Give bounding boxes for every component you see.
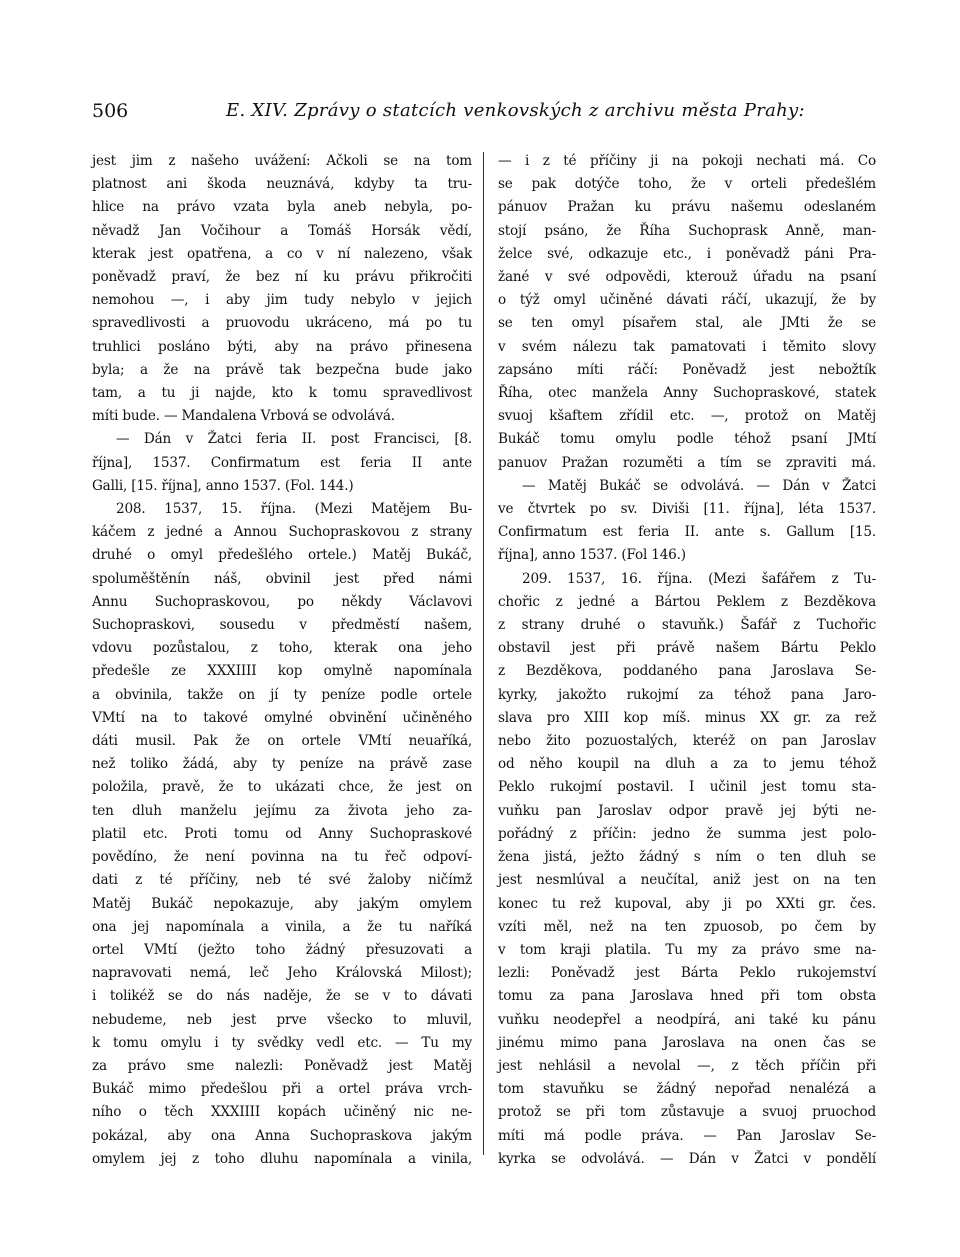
page-number: 506 xyxy=(92,100,129,122)
page-header xyxy=(92,100,872,130)
text-line: z Bezděkova, poddaného pana Jaroslava Se- xyxy=(498,663,876,680)
text-line: k tomu omylu i ty svědky vedl etc. — Tu my xyxy=(92,1034,472,1051)
text-line: ního o těch XXXIIII kopách učiněný nic ne- xyxy=(92,1104,472,1121)
left-column xyxy=(92,150,472,1171)
text-line: spravedlivosti a pruovodu ukráceno, má po tu xyxy=(92,315,472,332)
text-line: chořic z jedné a Bártou Peklem z Bezděkova xyxy=(498,593,876,610)
text-line: se ten omyl písařem stal, ale JMti že se xyxy=(498,315,876,332)
text-line: platnost ani škoda neuznává, kdyby ta tru- xyxy=(92,176,472,193)
text-line: žané v své odpovědi, kterouž úřadu na psaní xyxy=(498,269,876,286)
text-line: želce své, odkazuje etc., i poněvadž páni Pra- xyxy=(498,245,876,262)
text-line: vuňku pan Jaroslav odpor pravě jej býti ne- xyxy=(498,802,876,819)
text-line: října], anno 1537. (Fol 146.) xyxy=(498,547,686,564)
text-line: v svém nálezu tak pamatovati i těmito slovy xyxy=(498,338,876,355)
text-line: vzíti měl, než na ten zpuosob, po čem by xyxy=(498,918,876,935)
text-line: spoluměštěnín náš, obvinil jest před námi xyxy=(92,570,472,587)
text-line: o týž omyl učiněné dávati ráčí, ukazují, že by xyxy=(498,292,876,309)
text-line: tomu za pana Jaroslava hned při tom obsta xyxy=(498,988,876,1005)
right-column xyxy=(498,150,876,1171)
text-line: ten dluh manželu jejímu za života jeho za- xyxy=(92,802,472,819)
text-line: dati z té příčiny, neb té své žaloby ničímž xyxy=(92,872,472,889)
text-line: se pak dotýče toho, že v orteli předešlém xyxy=(498,176,876,193)
running-title: E. XIV. Zprávy o statcích venkovských z archivu města Prahy: xyxy=(226,100,805,121)
text-line: míti má podle práva. — Pan Jaroslav Se- xyxy=(498,1127,876,1144)
text-line: ortel VMtí (ježto toho žádný přesuzovati a xyxy=(92,941,472,958)
text-line: nebo žito pozuostalých, kteréž on pan Jaroslav xyxy=(498,733,876,750)
text-line: káčem z jedné a Annou Suchopraskovou z strany xyxy=(92,524,472,541)
text-line: Confirmatum est feria II. ante s. Gallum [15. xyxy=(498,524,876,541)
text-line: panuov Pražan rozuměti a tím se zpraviti má. xyxy=(498,454,876,471)
text-line: v tom kraji platila. Tu my za právo sme na- xyxy=(498,941,876,958)
text-line: předešle ze XXXIIII kop omylně napomínala xyxy=(92,663,472,680)
text-line: VMtí na to takové omylné obvinění učiněného xyxy=(92,709,472,726)
text-line: — i z té příčiny ji na pokoji nechati má. Co xyxy=(498,153,876,169)
text-line: jest nesmlúval a neučítal, aniž jest on na ten xyxy=(498,872,876,889)
text-line: tam, a tu ji najde, kto k tomu spravedlivost xyxy=(92,385,472,402)
text-line: 209. 1537, 16. října. (Mezi šafářem z Tu- xyxy=(522,570,876,587)
text-line: než toliko žádá, aby ty peníze na právě zase xyxy=(92,756,472,773)
text-line: byla; a že na právě tak bezpečna bude jako xyxy=(92,361,472,378)
text-line: nemohou —, i aby jim tudy nebylo v jejich xyxy=(92,292,472,309)
text-line: pořádný z příčin: jedno že summa jest polo- xyxy=(498,825,876,842)
text-line: Bukáč mimo předešlou při a ortel práva vrch- xyxy=(92,1081,472,1098)
text-line: vuňku neodepřel a neodpírá, ani také ku pánu xyxy=(498,1011,876,1028)
text-line: vdovu pozůstalou, z toho, kterak ona jeho xyxy=(92,640,472,657)
text-line: — Dán v Žatci feria II. post Francisci, [8. xyxy=(116,431,472,448)
text-line: pokázal, aby ona Anna Suchopraskova jakým xyxy=(92,1127,472,1144)
text-line: jest jim z našeho uvážení: Ačkoli se na tom xyxy=(92,153,472,169)
text-line: protož se při tom zůstavuje a svuoj pruochod xyxy=(498,1104,876,1121)
text-line: míti bude. — Mandalena Vrbová se odvolává. xyxy=(92,408,395,425)
text-line: tom stavuňku se žádný nepořad nenalézá a xyxy=(498,1081,876,1098)
text-line: svuoj kšaftem zřídil etc. —, protož on Matěj xyxy=(498,408,876,425)
text-line: Peklo rukojmí postavil. I učinil jest tomu sta- xyxy=(498,779,876,796)
text-line: povědíno, že není povinna na tu řeč odpoví- xyxy=(92,849,472,866)
text-line: slava pro XIII kop míš. minus XX gr. za rež xyxy=(498,709,876,726)
text-line: truhlici posláno býti, aby na právo přinesena xyxy=(92,338,472,355)
text-line: ve čtvrtek po sv. Diviši [11. října], léta 1537. xyxy=(498,501,876,518)
text-line: Říha, otec manžela Anny Suchopraskové, statek xyxy=(498,385,876,402)
text-line: platil etc. Proti tomu od Anny Suchopraskové xyxy=(92,825,472,842)
text-line: kyrky, jakožto rukojmí za téhož pana Jaro- xyxy=(498,686,876,703)
text-line: října], 1537. Confirmatum est feria II ante xyxy=(92,454,472,471)
text-line: — Matěj Bukáč se odvolává. — Dán v Žatci xyxy=(522,477,876,494)
text-line: omylem jej z toho dluhu napomínala a vinila, xyxy=(92,1150,472,1167)
text-line: za právo sme nalezli: Poněvadž jest Matěj xyxy=(92,1057,472,1074)
text-line: 208. 1537, 15. října. (Mezi Matějem Bu- xyxy=(116,501,472,518)
text-line: konec tu rež kupoval, aby ji po XXti gr. čes. xyxy=(498,895,876,912)
text-line: stojí psáno, že Říha Suchoprask Anně, man- xyxy=(498,222,876,239)
text-line: i tolikéž se do nás naděje, že se v to dávati xyxy=(92,988,472,1005)
text-line: druhé o omyl předešlého ortele.) Matěj Bukáč, xyxy=(92,547,472,564)
text-line: nebudeme, neb jest prve všecko to mluvil, xyxy=(92,1011,472,1028)
text-line: jest nehlásil a nevolal —, z těch příčin při xyxy=(498,1057,876,1074)
text-line: kyrka se odvolává. — Dán v Žatci v pondělí xyxy=(498,1150,876,1167)
text-line: poněvadž praví, že bez ní ku právu přikročiti xyxy=(92,269,472,286)
text-line: Annu Suchopraskovou, po někdy Václavovi xyxy=(92,593,472,610)
text-line: zapsáno míti ráčí: Poněvadž jest nebožtík xyxy=(498,361,876,378)
text-line: od něho koupil na dluh a za to jemu téhož xyxy=(498,756,876,773)
text-line: Bukáč tomu omylu podle téhož psaní JMtí xyxy=(498,431,876,448)
text-line: ona jej napomínala a vinila, a že tu naříká xyxy=(92,918,472,935)
text-line: dáti musil. Pak že on ortele VMtí neuaříká, xyxy=(92,733,472,750)
text-line: Suchopraskovi, sousedu v předměstí našem, xyxy=(92,617,472,634)
text-line: pánuov Pražan ku právu našemu odeslaném xyxy=(498,199,876,216)
text-line: žena jistá, ježto žádný s ním o ten dluh se xyxy=(498,849,876,866)
text-line: kterak jest opatřena, a co v ní nalezeno, však xyxy=(92,245,472,262)
text-line: z strany druhé o stavuňk.) Šafář z Tuchořic xyxy=(498,617,876,634)
text-line: lezli: Poněvadž jest Bárta Peklo rukojemství xyxy=(498,965,876,982)
text-line: Galli, [15. října], anno 1537. (Fol. 144.) xyxy=(92,477,354,494)
text-line: Matěj Bukáč nepokazuje, aby jakým omylem xyxy=(92,895,472,912)
text-line: hlice na právo vzata byla aneb nebyla, po- xyxy=(92,199,472,216)
text-line: napravovati nemá, leč Jeho Královská Milost); xyxy=(92,965,472,982)
text-line: a obvinila, takže on jí ty peníze podle ortele xyxy=(92,686,472,703)
text-line: obstavil jest při právě našem Bártu Peklo xyxy=(498,640,876,657)
text-line: položila, pravě, že to ukázati chce, že jest on xyxy=(92,779,472,796)
column-divider xyxy=(483,152,484,1155)
text-line: něvadž Jan Vočihour a Tomáš Horsák vědí, xyxy=(92,222,472,239)
text-line: jinému mimo pana Jaroslava na onen čas se xyxy=(498,1034,876,1051)
